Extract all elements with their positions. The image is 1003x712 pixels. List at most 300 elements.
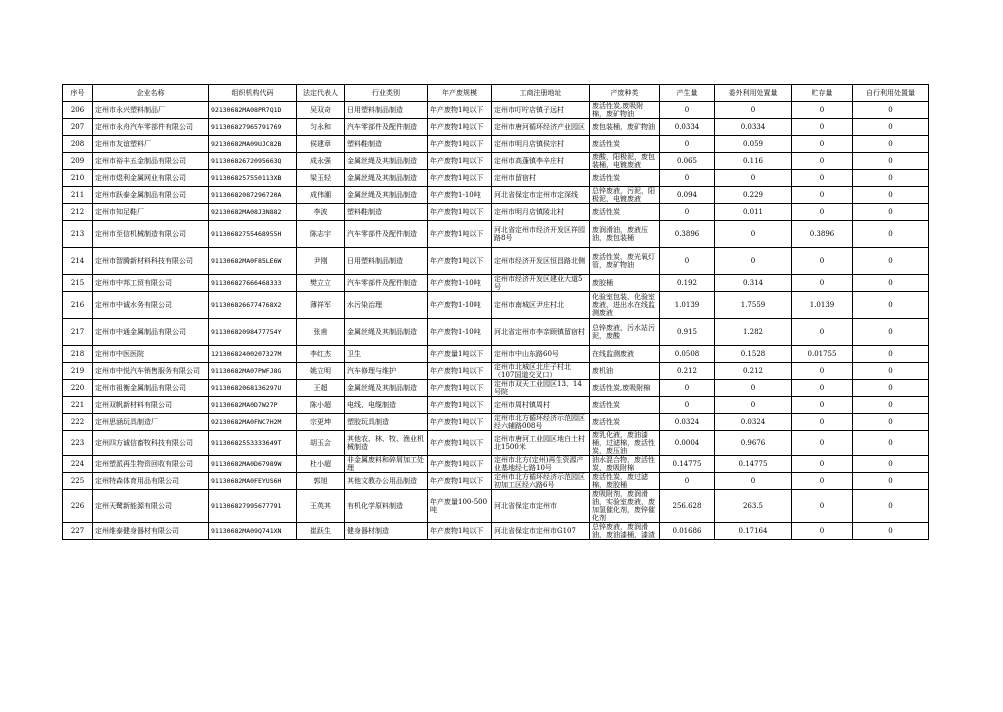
cell-legal-rep: 姚立明 bbox=[297, 363, 345, 380]
cell-storage: 0 bbox=[792, 204, 853, 221]
cell-seq: 206 bbox=[63, 102, 93, 119]
cell-waste-type: 总锌废液，废润滑油，废油漆桶，漆渣 bbox=[590, 523, 660, 540]
cell-self-disposal: 0 bbox=[853, 456, 929, 473]
cell-waste-scale: 年产废物1-10吨 bbox=[428, 292, 492, 319]
table-row bbox=[63, 414, 929, 431]
cell-waste-scale: 年产废物1吨以下 bbox=[428, 204, 492, 221]
cell-company-name: 定州维泰健身器材有限公司 bbox=[93, 523, 209, 540]
cell-outsourced: 0.229 bbox=[715, 187, 792, 204]
table-row bbox=[63, 153, 929, 170]
table-row bbox=[63, 136, 929, 153]
cell-self-disposal: 0 bbox=[853, 221, 929, 248]
cell-self-disposal: 0 bbox=[853, 136, 929, 153]
cell-address: 定州市北方循环经济示范园区经六辅路008号 bbox=[492, 414, 590, 431]
cell-company-name: 定州市永兴塑料制品厂 bbox=[93, 102, 209, 119]
cell-address: 定州市明月店镇陵北村 bbox=[492, 204, 590, 221]
cell-seq: 210 bbox=[63, 170, 93, 187]
cell-industry: 卫生 bbox=[345, 346, 428, 363]
cell-outsourced: 0.9676 bbox=[715, 431, 792, 456]
cell-outsourced: 263.5 bbox=[715, 490, 792, 523]
table-body bbox=[63, 102, 929, 540]
table-row bbox=[63, 346, 929, 363]
cell-output: 0.212 bbox=[660, 363, 715, 380]
cell-waste-type: 废吸附剂，废润滑油，实验室废液，废加氢催化剂，废锌催化剂 bbox=[590, 490, 660, 523]
cell-org-code: 12130682400207327M bbox=[209, 346, 297, 363]
cell-address: 定州市双天工业园区13、14号院 bbox=[492, 380, 590, 397]
cell-legal-rep: 王英其 bbox=[297, 490, 345, 523]
cell-self-disposal: 0 bbox=[853, 204, 929, 221]
cell-waste-scale: 年产废物1吨以下 bbox=[428, 363, 492, 380]
cell-industry: 金属丝绳及其制品制造 bbox=[345, 153, 428, 170]
cell-self-disposal: 0 bbox=[853, 170, 929, 187]
cell-company-name: 定州市中通金属制品有限公司 bbox=[93, 319, 209, 346]
cell-address: 河北省保定市定州市G107 bbox=[492, 523, 590, 540]
cell-address: 定州市周村镇周村 bbox=[492, 397, 590, 414]
cell-seq: 216 bbox=[63, 292, 93, 319]
cell-industry: 塑料鞋制造 bbox=[345, 204, 428, 221]
cell-industry: 塑料鞋制造 bbox=[345, 136, 428, 153]
cell-seq: 225 bbox=[63, 473, 93, 490]
cell-self-disposal: 0 bbox=[853, 119, 929, 136]
cell-seq: 219 bbox=[63, 363, 93, 380]
cell-address: 定州市经济开发区恒昌路北侧 bbox=[492, 248, 590, 275]
cell-outsourced: 0 bbox=[715, 248, 792, 275]
cell-address: 定州市唐河工业园区地白土村北1500米 bbox=[492, 431, 590, 456]
cell-outsourced: 0.011 bbox=[715, 204, 792, 221]
cell-outsourced: 0.212 bbox=[715, 363, 792, 380]
cell-industry: 金属丝绳及其制品制造 bbox=[345, 380, 428, 397]
cell-address: 定州市北城区北庄子村北（107国道交叉口） bbox=[492, 363, 590, 380]
cell-org-code: 92130682MA08PR7Q1D bbox=[209, 102, 297, 119]
cell-outsourced: 0.116 bbox=[715, 153, 792, 170]
header-output: 产生量 bbox=[660, 85, 715, 102]
cell-address: 定州市叮咛店镇子远村 bbox=[492, 102, 590, 119]
cell-address: 河北省保定市定州市 bbox=[492, 490, 590, 523]
cell-self-disposal: 0 bbox=[853, 275, 929, 292]
cell-waste-scale: 年产废物1-10吨 bbox=[428, 275, 492, 292]
cell-org-code: 9113068266774768​X2 bbox=[209, 292, 297, 319]
cell-output: 0.0508 bbox=[660, 346, 715, 363]
cell-outsourced: 0.059 bbox=[715, 136, 792, 153]
table-row bbox=[63, 204, 929, 221]
cell-outsourced: 0.314 bbox=[715, 275, 792, 292]
cell-seq: 209 bbox=[63, 153, 93, 170]
cell-legal-rep: 胡玉会 bbox=[297, 431, 345, 456]
cell-waste-scale: 年产废物1吨以下 bbox=[428, 248, 492, 275]
cell-org-code: 9113068208729672​0A bbox=[209, 187, 297, 204]
cell-industry: 其他农、林、牧、渔业机械制造 bbox=[345, 431, 428, 456]
cell-legal-rep: 郭旭 bbox=[297, 473, 345, 490]
cell-outsourced: 1.7559 bbox=[715, 292, 792, 319]
cell-industry: 日用塑料制品制造 bbox=[345, 102, 428, 119]
cell-waste-scale: 年产废量1吨以下 bbox=[428, 346, 492, 363]
cell-seq: 224 bbox=[63, 456, 93, 473]
cell-company-name: 定州天鹭新能源有限公司 bbox=[93, 490, 209, 523]
cell-address: 定州市高蓬镇李辛庄村 bbox=[492, 153, 590, 170]
cell-address: 河北省定州市经济开发区祥园路8号 bbox=[492, 221, 590, 248]
cell-outsourced: 0 bbox=[715, 397, 792, 414]
cell-waste-scale: 年产废物1吨以下 bbox=[428, 136, 492, 153]
cell-company-name: 定州市煜利金属网业有限公司 bbox=[93, 170, 209, 187]
cell-legal-rep: 杜小超 bbox=[297, 456, 345, 473]
cell-industry: 非金属废料和碎屑加工处理 bbox=[345, 456, 428, 473]
cell-legal-rep: 宗更坤 bbox=[297, 414, 345, 431]
cell-legal-rep: 成永强 bbox=[297, 153, 345, 170]
cell-industry: 电线、电缆制造 bbox=[345, 397, 428, 414]
table-row bbox=[63, 248, 929, 275]
cell-self-disposal: 0 bbox=[853, 473, 929, 490]
cell-waste-type: 在线监测废液 bbox=[590, 346, 660, 363]
cell-seq: 227 bbox=[63, 523, 93, 540]
header-address: 工商注册地址 bbox=[492, 85, 590, 102]
cell-waste-type: 废活性炭 bbox=[590, 136, 660, 153]
cell-waste-type: 总锌废液，污水站污泥，废酸 bbox=[590, 319, 660, 346]
cell-self-disposal: 0 bbox=[853, 380, 929, 397]
cell-self-disposal: 0 bbox=[853, 102, 929, 119]
cell-org-code: 92130682MA08J3N882 bbox=[209, 204, 297, 221]
cell-outsourced: 0 bbox=[715, 221, 792, 248]
cell-self-disposal: 0 bbox=[853, 363, 929, 380]
cell-waste-type: 废活性炭,废吸附棉，废矿物油 bbox=[590, 102, 660, 119]
cell-seq: 214 bbox=[63, 248, 93, 275]
cell-waste-type: 化验室包装，化验室废液，进出水在线监测废液 bbox=[590, 292, 660, 319]
header-industry: 行业类别 bbox=[345, 85, 428, 102]
cell-waste-scale: 年产废物1吨以下 bbox=[428, 456, 492, 473]
cell-self-disposal: 0 bbox=[853, 319, 929, 346]
table-row bbox=[63, 119, 929, 136]
cell-org-code: 91130682MA07PWFJ8G bbox=[209, 363, 297, 380]
cell-org-code: 91130682575501​13XB bbox=[209, 170, 297, 187]
cell-industry: 汽车零部件及配件制造 bbox=[345, 221, 428, 248]
cell-waste-scale: 年产废物1吨以下 bbox=[428, 397, 492, 414]
cell-waste-scale: 年产废物1吨以下 bbox=[428, 414, 492, 431]
cell-storage: 0 bbox=[792, 490, 853, 523]
header-waste-scale: 年产废规模 bbox=[428, 85, 492, 102]
cell-company-name: 定州市友谊塑料厂 bbox=[93, 136, 209, 153]
cell-self-disposal: 0 bbox=[853, 523, 929, 540]
header-storage: 贮存量 bbox=[792, 85, 853, 102]
table-row bbox=[63, 102, 929, 119]
cell-org-code: 91130682796579176​9 bbox=[209, 119, 297, 136]
cell-address: 定州市北方循环经济示范园区初加工区经六路6号 bbox=[492, 473, 590, 490]
cell-legal-rep: 王超 bbox=[297, 380, 345, 397]
cell-industry: 塑胶玩具制造 bbox=[345, 414, 428, 431]
table-row bbox=[63, 275, 929, 292]
cell-industry: 金属丝绳及其制品制造 bbox=[345, 187, 428, 204]
table-row bbox=[63, 319, 929, 346]
cell-company-name: 定州市中诚水务有限公司 bbox=[93, 292, 209, 319]
cell-output: 0.01686 bbox=[660, 523, 715, 540]
cell-storage: 0 bbox=[792, 523, 853, 540]
cell-waste-scale: 年产废物1吨以下 bbox=[428, 153, 492, 170]
cell-industry: 水污染治理 bbox=[345, 292, 428, 319]
cell-output: 0.915 bbox=[660, 319, 715, 346]
cell-storage: 0.01755 bbox=[792, 346, 853, 363]
cell-org-code: 91130682MA09Q741XN bbox=[209, 523, 297, 540]
cell-waste-type: 废活性炭 bbox=[590, 204, 660, 221]
cell-seq: 218 bbox=[63, 346, 93, 363]
cell-storage: 0 bbox=[792, 397, 853, 414]
cell-outsourced: 0 bbox=[715, 380, 792, 397]
cell-legal-rep: 张甫 bbox=[297, 319, 345, 346]
cell-company-name: 定州市中邦工贸有限公司 bbox=[93, 275, 209, 292]
cell-output: 0.0004 bbox=[660, 431, 715, 456]
header-company-name: 企业名称 bbox=[93, 85, 209, 102]
cell-industry: 金属丝绳及其制品制造 bbox=[345, 170, 428, 187]
cell-output: 0.0324 bbox=[660, 414, 715, 431]
header-org-code: 组织机构代码 bbox=[209, 85, 297, 102]
cell-output: 0.14775 bbox=[660, 456, 715, 473]
cell-industry: 健身器材制造 bbox=[345, 523, 428, 540]
cell-company-name: 定州双帆新材料有限公司 bbox=[93, 397, 209, 414]
cell-org-code: 9113068267209566​3Q bbox=[209, 153, 297, 170]
header-seq: 序号 bbox=[63, 85, 93, 102]
cell-output: 0 bbox=[660, 136, 715, 153]
table-row bbox=[63, 397, 929, 414]
cell-org-code: 91130682MA0FEYUS6H bbox=[209, 473, 297, 490]
cell-industry: 日用塑料制品制造 bbox=[345, 248, 428, 275]
cell-output: 0.3896 bbox=[660, 221, 715, 248]
cell-outsourced: 0 bbox=[715, 473, 792, 490]
cell-outsourced: 0.14775 bbox=[715, 456, 792, 473]
cell-output: 0.065 bbox=[660, 153, 715, 170]
cell-waste-type: 废活性炭，废光氧灯管，废矿物油 bbox=[590, 248, 660, 275]
header-outsourced: 委外利用处置量 bbox=[715, 85, 792, 102]
cell-waste-scale: 年产废量100-500吨 bbox=[428, 490, 492, 523]
cell-outsourced: 0.0334 bbox=[715, 119, 792, 136]
cell-address: 定州市明月店镇侯宗村 bbox=[492, 136, 590, 153]
cell-self-disposal: 0 bbox=[853, 346, 929, 363]
cell-seq: 221 bbox=[63, 397, 93, 414]
cell-seq: 222 bbox=[63, 414, 93, 431]
cell-self-disposal: 0 bbox=[853, 414, 929, 431]
cell-address: 河北省定州市李亲顾镇留宿村 bbox=[492, 319, 590, 346]
cell-output: 0 bbox=[660, 397, 715, 414]
cell-waste-type: 废酸，阳极泥，废包装桶，电镀废液 bbox=[590, 153, 660, 170]
cell-legal-rep: 陈小超 bbox=[297, 397, 345, 414]
cell-industry: 金属丝绳及其制品制造 bbox=[345, 319, 428, 346]
cell-company-name: 定州市裕丰五金制品有限公司 bbox=[93, 153, 209, 170]
cell-waste-type: 废活性炭 bbox=[590, 397, 660, 414]
cell-waste-scale: 年产废物1吨以下 bbox=[428, 119, 492, 136]
cell-org-code: 9113068209847775​4Y bbox=[209, 319, 297, 346]
header-row bbox=[63, 85, 929, 102]
cell-self-disposal: 0 bbox=[853, 431, 929, 456]
table-row bbox=[63, 363, 929, 380]
cell-org-code: 9113068276664683​33 bbox=[209, 275, 297, 292]
cell-seq: 211 bbox=[63, 187, 93, 204]
cell-company-name: 定州市智腾新材料科技有限公司 bbox=[93, 248, 209, 275]
cell-seq: 220 bbox=[63, 380, 93, 397]
cell-storage: 0 bbox=[792, 119, 853, 136]
cell-seq: 226 bbox=[63, 490, 93, 523]
cell-waste-scale: 年产废物1吨以下 bbox=[428, 380, 492, 397]
cell-storage: 0 bbox=[792, 248, 853, 275]
cell-address: 定州市北方(定州)再生资源产业基地经七路10号 bbox=[492, 456, 590, 473]
cell-company-name: 定州市至信机械制造有限公司 bbox=[93, 221, 209, 248]
cell-address: 定州市南城区尹庄村北 bbox=[492, 292, 590, 319]
cell-output: 0.0334 bbox=[660, 119, 715, 136]
cell-org-code: 9113068275546895​5H bbox=[209, 221, 297, 248]
cell-address: 河北省保定市定州市定深线 bbox=[492, 187, 590, 204]
cell-output: 0 bbox=[660, 170, 715, 187]
cell-legal-rep: 李波 bbox=[297, 204, 345, 221]
cell-outsourced: 0.17164 bbox=[715, 523, 792, 540]
cell-waste-type: 废活性炭，废过滤棉，废胶桶 bbox=[590, 473, 660, 490]
cell-waste-type: 废活性炭 bbox=[590, 170, 660, 187]
cell-company-name: 定州市知足鞋厂 bbox=[93, 204, 209, 221]
cell-waste-scale: 年产废物1吨以下 bbox=[428, 431, 492, 456]
cell-outsourced: 0.1528 bbox=[715, 346, 792, 363]
cell-self-disposal: 0 bbox=[853, 187, 929, 204]
cell-waste-scale: 年产废物1吨以下 bbox=[428, 221, 492, 248]
cell-storage: 0 bbox=[792, 414, 853, 431]
cell-waste-scale: 年产废物1吨以下 bbox=[428, 523, 492, 540]
cell-self-disposal: 0 bbox=[853, 490, 929, 523]
table-row bbox=[63, 221, 929, 248]
cell-seq: 217 bbox=[63, 319, 93, 346]
table-row bbox=[63, 380, 929, 397]
cell-company-name: 定州特森体育用品有限公司 bbox=[93, 473, 209, 490]
cell-output: 0 bbox=[660, 102, 715, 119]
table-row bbox=[63, 292, 929, 319]
table-row bbox=[63, 170, 929, 187]
table-row bbox=[63, 187, 929, 204]
cell-org-code: 92130682MA09UJC82B bbox=[209, 136, 297, 153]
cell-address: 定州市留宿村 bbox=[492, 170, 590, 187]
cell-legal-rep: 侯建章 bbox=[297, 136, 345, 153]
cell-output: 1.0139 bbox=[660, 292, 715, 319]
cell-seq: 223 bbox=[63, 431, 93, 456]
cell-storage: 0 bbox=[792, 136, 853, 153]
cell-output: 256.628 bbox=[660, 490, 715, 523]
cell-org-code: 92130682MA0FNC7H2M bbox=[209, 414, 297, 431]
cell-waste-type: 废活性炭,废吸附棉 bbox=[590, 380, 660, 397]
cell-output: 0.192 bbox=[660, 275, 715, 292]
cell-address: 定州市中山东路60号 bbox=[492, 346, 590, 363]
cell-org-code: 91130682MA0D6798​9W bbox=[209, 456, 297, 473]
cell-self-disposal: 0 bbox=[853, 292, 929, 319]
cell-org-code: 9113068206813629​7U bbox=[209, 380, 297, 397]
cell-address: 定州市经济开发区建业大道5号 bbox=[492, 275, 590, 292]
cell-output: 0.094 bbox=[660, 187, 715, 204]
cell-legal-rep: 李红杰 bbox=[297, 346, 345, 363]
cell-seq: 212 bbox=[63, 204, 93, 221]
header-legal-rep: 法定代表人 bbox=[297, 85, 345, 102]
cell-storage: 1.0139 bbox=[792, 292, 853, 319]
cell-outsourced: 0.0324 bbox=[715, 414, 792, 431]
cell-output: 0 bbox=[660, 473, 715, 490]
cell-waste-type: 总锌废液，污泥，阳极泥，电镀废液 bbox=[590, 187, 660, 204]
cell-storage: 0 bbox=[792, 170, 853, 187]
cell-output: 0 bbox=[660, 248, 715, 275]
table-row bbox=[63, 456, 929, 473]
table-row bbox=[63, 473, 929, 490]
cell-output: 0 bbox=[660, 380, 715, 397]
cell-storage: 0 bbox=[792, 102, 853, 119]
cell-legal-rep: 梁玉轻 bbox=[297, 170, 345, 187]
cell-waste-type: 废胶桶 bbox=[590, 275, 660, 292]
cell-industry: 汽车零部件及配件制造 bbox=[345, 275, 428, 292]
cell-waste-type: 废机油 bbox=[590, 363, 660, 380]
cell-output: 0 bbox=[660, 204, 715, 221]
cell-outsourced: 0 bbox=[715, 102, 792, 119]
cell-seq: 207 bbox=[63, 119, 93, 136]
table-row bbox=[63, 523, 929, 540]
cell-storage: 0 bbox=[792, 363, 853, 380]
cell-company-name: 定州市跃泰金属制品有限公司 bbox=[93, 187, 209, 204]
waste-report-table bbox=[62, 84, 929, 540]
cell-legal-rep: 匀永和 bbox=[297, 119, 345, 136]
cell-company-name: 定州市祖衡金属制品有限公司 bbox=[93, 380, 209, 397]
cell-legal-rep: 陈志宇 bbox=[297, 221, 345, 248]
cell-seq: 208 bbox=[63, 136, 93, 153]
cell-waste-type: 废乳化液，废油漆桶，过滤棉，废活性炭，废压油 bbox=[590, 431, 660, 456]
cell-company-name: 定州市中医医院 bbox=[93, 346, 209, 363]
cell-seq: 213 bbox=[63, 221, 93, 248]
cell-company-name: 定州市中悦汽车销售服务有限公司 bbox=[93, 363, 209, 380]
cell-org-code: 91130682MA0F85LE6W bbox=[209, 248, 297, 275]
cell-storage: 0 bbox=[792, 187, 853, 204]
cell-self-disposal: 0 bbox=[853, 153, 929, 170]
cell-waste-scale: 年产废物1吨以下 bbox=[428, 473, 492, 490]
header-waste-type: 产废种类 bbox=[590, 85, 660, 102]
cell-storage: 0 bbox=[792, 456, 853, 473]
table-row bbox=[63, 490, 929, 523]
cell-industry: 汽车修理与维护 bbox=[345, 363, 428, 380]
cell-legal-rep: 薄祥军 bbox=[297, 292, 345, 319]
cell-waste-type: 废包装桶，废矿物油 bbox=[590, 119, 660, 136]
cell-industry: 其他文教办公用品制造 bbox=[345, 473, 428, 490]
cell-waste-scale: 年产废物1吨以下 bbox=[428, 102, 492, 119]
cell-storage: 0 bbox=[792, 153, 853, 170]
cell-company-name: 定州塑派再生物资回收有限公司 bbox=[93, 456, 209, 473]
cell-waste-type: 废活性炭 bbox=[590, 414, 660, 431]
cell-legal-rep: 樊立立 bbox=[297, 275, 345, 292]
cell-outsourced: 1.282 bbox=[715, 319, 792, 346]
cell-storage: 0 bbox=[792, 380, 853, 397]
cell-waste-type: 油水混合物，废活性炭，废吸附棉 bbox=[590, 456, 660, 473]
cell-storage: 0 bbox=[792, 431, 853, 456]
cell-company-name: 定州市永舟汽车零部件有限公司 bbox=[93, 119, 209, 136]
cell-company-name: 定州四方诚信畜牧科技有限公司 bbox=[93, 431, 209, 456]
cell-self-disposal: 0 bbox=[853, 248, 929, 275]
cell-storage: 0 bbox=[792, 275, 853, 292]
cell-waste-scale: 年产废物1-10吨 bbox=[428, 187, 492, 204]
cell-org-code: 9113068279956777​91 bbox=[209, 490, 297, 523]
cell-storage: 0.3896 bbox=[792, 221, 853, 248]
cell-legal-rep: 吴双奇 bbox=[297, 102, 345, 119]
cell-org-code: 9113068255333364​9T bbox=[209, 431, 297, 456]
cell-company-name: 定州思涵玩具制造厂 bbox=[93, 414, 209, 431]
cell-waste-type: 废润滑油，废液压油，废包装桶 bbox=[590, 221, 660, 248]
cell-legal-rep: 成伟潮 bbox=[297, 187, 345, 204]
cell-storage: 0 bbox=[792, 473, 853, 490]
cell-industry: 有机化学原料制造 bbox=[345, 490, 428, 523]
cell-self-disposal: 0 bbox=[853, 397, 929, 414]
cell-waste-scale: 年产废物1吨以下 bbox=[428, 170, 492, 187]
cell-address: 定州市唐河循环经济产业园区 bbox=[492, 119, 590, 136]
table-row bbox=[63, 431, 929, 456]
cell-legal-rep: 崔跃生 bbox=[297, 523, 345, 540]
cell-org-code: 91130682MA0D7W27P bbox=[209, 397, 297, 414]
cell-waste-scale: 年产废物1-10吨 bbox=[428, 319, 492, 346]
cell-industry: 汽车零部件及配件制造 bbox=[345, 119, 428, 136]
header-self-disposal: 自行利用处置量 bbox=[853, 85, 929, 102]
cell-legal-rep: 尹刚 bbox=[297, 248, 345, 275]
cell-storage: 0 bbox=[792, 319, 853, 346]
cell-seq: 215 bbox=[63, 275, 93, 292]
